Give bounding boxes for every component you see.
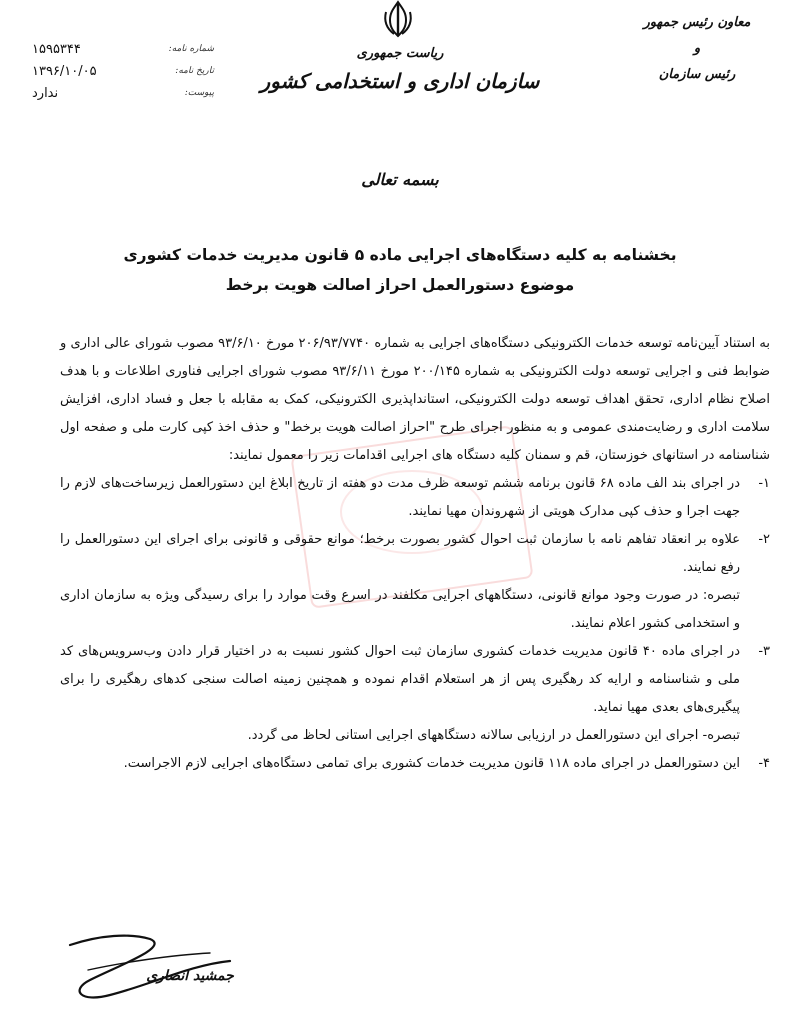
meta-date-value: ۱۳۹۶/۱۰/۰۵: [32, 63, 97, 79]
list-item-text: در اجرای ماده ۴۰ قانون مدیریت خدمات کشوری سازمان ثبت احوال کشور نسبت به در اختیار قرار دادن وب‌سرویس‌های کد ملی و شناسنامه و ارایه کد رهگیری پس از هر استعلام اقدام نموده و همچنین زمینه اصالت سنجی کدهای رهگیری را برای پیگیری‌های بعدی مهیا نماید.: [60, 644, 740, 715]
meta-number-row: [14, 38, 214, 60]
note-1: تبصره: در صورت وجود موانع قانونی، دستگاههای اجرایی مکلفند در اسرع وقت موارد را برای رسیدگی ویژه به سازمان اداری و استخدامی کشور اعلام نمایند.: [60, 588, 740, 631]
meta-number-label: شماره نامه:: [168, 44, 214, 54]
intro-paragraph: به استناد آیین‌نامه توسعه خدمات الکترونیکی دستگاه‌های اجرایی به شماره ۲۰۶/۹۳/۷۷۴۰ مورخ ۹۳/۶/۱۰ مصوب شورای عالی اداری و ضوابط فنی و اجرایی توسعه دولت الکترونیکی به شماره ۲۰۰/۱۴۵ مورخ ۹۳/۶/۱۱ مصوب شورای اجرایی فناوری اطلاعات و با هدف اصلاح نظام اداری، تحقق اهداف توسعه دولت الکترونیکی، استانداپذیری الکترونیکی، کمک به مقابله با جعل و فساد اداری، افزایش سلامت اداری و رضایت‌مندی عمومی و به منظور اجرای طرح "احراز اصالت هویت برخط" و حذف اخذ کپی کارت ملی و صفحه اول شناسنامه در استانهای خوزستان، قم و سمنان کلیه دستگاه های اجرایی اقدامات زیر را معمول نمایند:: [60, 336, 770, 463]
meta-date-row: [14, 60, 214, 82]
organization-name: سازمان اداری و استخدامی کشور: [260, 69, 540, 93]
list-item-2: [60, 526, 770, 582]
meta-number-value: ۱۵۹۵۳۴۴: [32, 41, 81, 57]
letter-title: [30, 240, 770, 300]
list-item-text: علاوه بر انعقاد تفاهم نامه با سازمان ثبت احوال کشور بصورت برخط؛ موانع حقوقی و قانونی برای اجرای این دستورالعمل را رفع نمایند.: [60, 532, 740, 575]
meta-attachment-label: پیوست:: [184, 88, 214, 98]
list-item-number: ۲-: [758, 532, 770, 547]
meta-attachment-value: ندارد: [32, 85, 59, 101]
list-item-number: ۳-: [758, 644, 770, 659]
meta-date-label: تاریخ نامه:: [175, 66, 214, 76]
list-item-1: [60, 470, 770, 526]
title-line-2: موضوع دستورالعمل احراز اصالت هویت برخط: [225, 276, 575, 294]
letter-body: [60, 330, 770, 778]
note-2: تبصره- اجرای این دستورالعمل در ارزیابی سالانه دستگاههای اجرایی استانی لحاظ می گردد.: [247, 728, 740, 743]
letterhead-right: [622, 10, 772, 88]
letterhead-center: [240, 44, 560, 98]
vice-president-line: معاون رئیس جمهور: [643, 15, 751, 30]
iran-emblem-icon: [380, 0, 416, 38]
conjunction-line: و: [693, 41, 701, 56]
list-item-4: [60, 750, 770, 778]
list-item-number: ۱-: [758, 476, 770, 491]
basmala: بسمه تعالی: [361, 170, 439, 189]
letter-meta: [14, 38, 214, 104]
title-line-1: بخشنامه به کلیه دستگاه‌های اجرایی ماده ۵ قانون مدیریت خدمات کشوری: [123, 246, 677, 264]
list-item-text: در اجرای بند الف ماده ۶۸ قانون برنامه ششم توسعه ظرف مدت دو هفته از تاریخ ابلاغ این دستورالعمل زیرساخت‌های لازم را جهت اجرا و حذف کپی مدارک هویتی از شهروندان مهیا نمایند.: [60, 476, 740, 519]
list-item-text: این دستورالعمل در اجرای ماده ۱۱۸ قانون مدیریت خدمات کشوری برای تمامی دستگاه‌های اجرایی لازم الاجراست.: [123, 756, 740, 771]
list-item-number: ۴-: [758, 756, 770, 771]
presidency-line: ریاست جمهوری: [356, 46, 444, 61]
meta-attachment-row: [14, 82, 214, 104]
signer-name: جمشید انصاری: [146, 968, 234, 984]
list-item-3: [60, 638, 770, 722]
organization-head-line: رئیس سازمان: [658, 67, 736, 82]
